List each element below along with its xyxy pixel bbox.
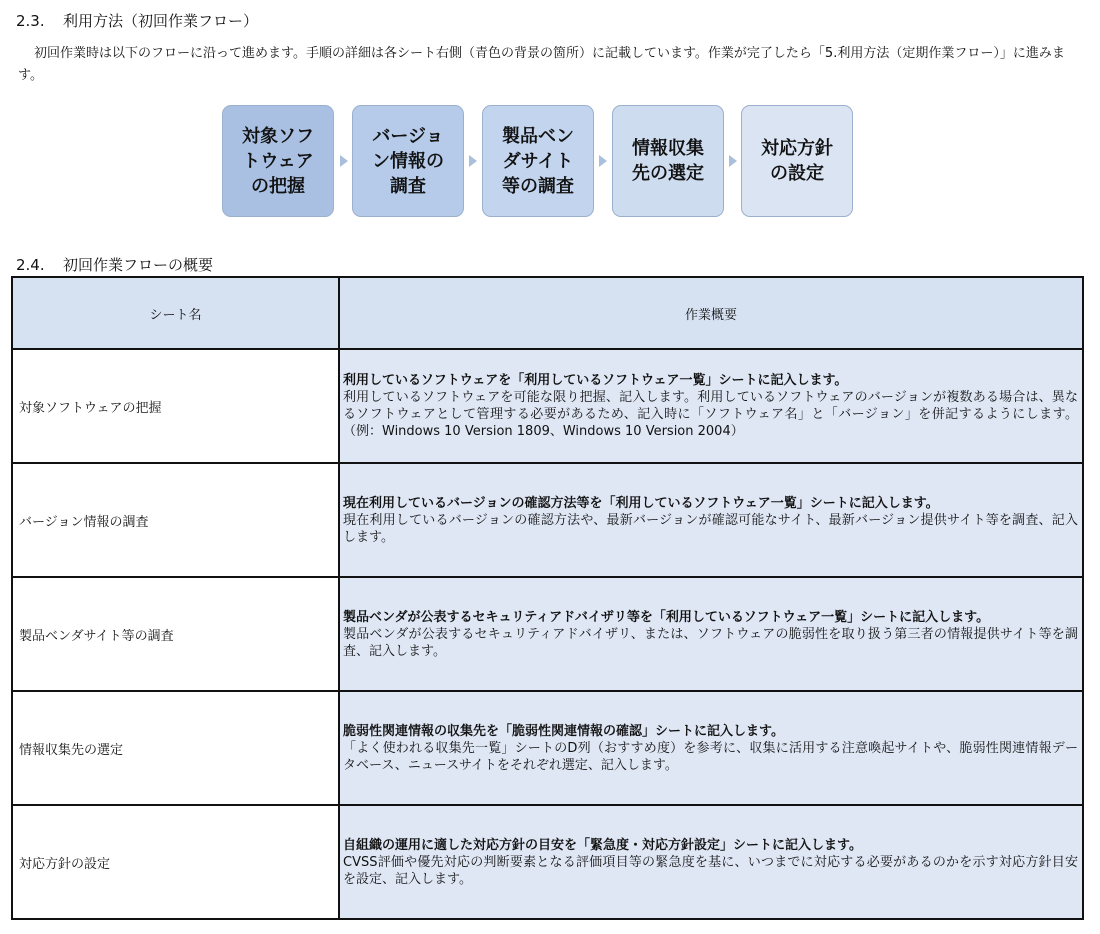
summary-lead: 現在利用しているバージョンの確認方法等を「利用しているソフトウェア一覧」シートに記入します。 — [343, 495, 939, 511]
flow-step-label: 対応方針 の設定 — [761, 138, 833, 184]
summary-detail: 製品ベンダが公表するセキュリティアドバイザリ、または、ソフトウェアの脆弱性を取り扱う第三者の情報提供サイト等を調査、記入します。 — [343, 626, 1078, 659]
section-2-4-heading — [16, 254, 213, 275]
flow-step-3 — [482, 105, 594, 217]
summary-detail: 「よく使われる収集先一覧」シートのD列（おすすめ度）を参考に、収集に活用する注意喚起サイトや、脆弱性関連情報データベース、ニュースサイトをそれぞれ選定、記入します。 — [343, 740, 1078, 773]
arrow-right-icon — [469, 155, 477, 167]
header-work-summary: 作業概要 — [339, 277, 1083, 349]
sheet-name-cell: 製品ベンダサイト等の調査 — [12, 577, 339, 691]
overview-table — [11, 276, 1084, 920]
summary-lead: 利用しているソフトウェアを「利用しているソフトウェア一覧」シートに記入します。 — [343, 373, 848, 388]
section-number: 2.4. — [16, 256, 45, 274]
intro-paragraph: 初回作業時は以下のフローに沿って進めます。手順の詳細は各シート右側（青色の背景の箇所）に記載しています。作業が完了したら「5.利用方法（定期作業フロー）」に進みます。 — [18, 46, 1065, 83]
summary-lead: 製品ベンダが公表するセキュリティアドバイザリ等を「利用しているソフトウェア一覧」シートに記入します。 — [343, 609, 990, 625]
flow-step-label: 製品ベン ダサイト 等の調査 — [502, 125, 574, 197]
table-row — [12, 349, 1083, 463]
table-header-row — [12, 277, 1083, 349]
flow-step-5 — [741, 105, 853, 217]
workflow-diagram — [222, 105, 862, 219]
table-row — [12, 577, 1083, 691]
section-title: 利用方法（初回作業フロー） — [63, 12, 259, 30]
section-2-3-heading — [16, 10, 258, 31]
flow-step-label: バージョ ン情報の 調査 — [372, 125, 444, 197]
summary-lead: 脆弱性関連情報の収集先を「脆弱性関連情報の確認」シートに記入します。 — [343, 723, 784, 739]
arrow-right-icon — [599, 155, 607, 167]
summary-cell — [339, 691, 1083, 805]
summary-cell — [339, 463, 1083, 577]
table-row — [12, 463, 1083, 577]
summary-cell — [339, 577, 1083, 691]
table-row — [12, 691, 1083, 805]
summary-detail: 現在利用しているバージョンの確認方法や、最新バージョンが確認可能なサイト、最新バージョン提供サイト等を調査、記入します。 — [343, 512, 1078, 545]
summary-detail: 利用しているソフトウェアを可能な限り把握、記入します。利用しているソフトウェアのバージョンが複数ある場合は、異なるソフトウェアとして管理する必要があるため、記入時に「ソフトウェア名」と「バージョン」を併記するようにします。（例：Windows 10 Version 1809、Windows 10 Version 2004） — [343, 390, 1078, 439]
summary-lead: 自組織の運用に適した対応方針の目安を「緊急度・対応方針設定」シートに記入します。 — [343, 837, 862, 853]
table-row — [12, 805, 1083, 919]
section-title: 初回作業フローの概要 — [63, 256, 214, 274]
arrow-right-icon — [340, 155, 348, 167]
sheet-name-cell: バージョン情報の調査 — [12, 463, 339, 577]
flow-step-label: 情報収集 先の選定 — [632, 138, 704, 184]
flow-step-1 — [222, 105, 334, 217]
sheet-name-cell: 対象ソフトウェアの把握 — [12, 349, 339, 463]
summary-cell — [339, 805, 1083, 919]
flow-step-label: 対象ソフ トウェア の把握 — [242, 125, 314, 197]
flow-step-4 — [612, 105, 724, 217]
summary-cell — [339, 349, 1083, 463]
summary-detail: CVSS評価や優先対応の判断要素となる評価項目等の緊急度を基に、いつまでに対応する必要があるのかを示す対応方針目安を設定、記入します。 — [343, 854, 1078, 887]
arrow-right-icon — [729, 155, 737, 167]
flow-step-2 — [352, 105, 464, 217]
header-sheet-name: シート名 — [12, 277, 339, 349]
section-number: 2.3. — [16, 12, 45, 30]
sheet-name-cell: 対応方針の設定 — [12, 805, 339, 919]
sheet-name-cell: 情報収集先の選定 — [12, 691, 339, 805]
